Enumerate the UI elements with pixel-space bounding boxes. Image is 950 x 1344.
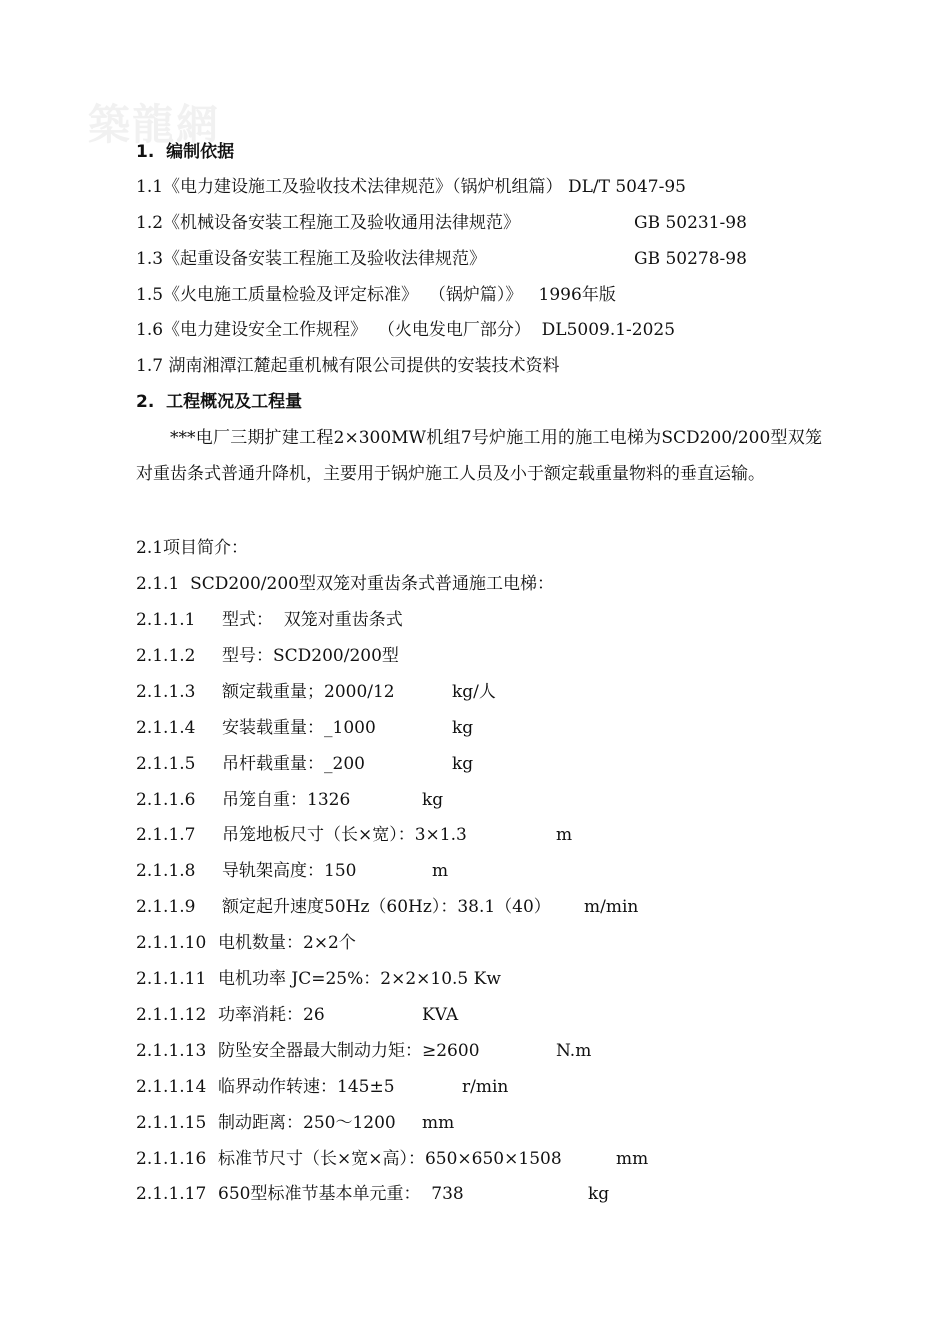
spec-unit: mm <box>422 1112 455 1133</box>
spec-number: 2.1.1.15 <box>136 1112 207 1133</box>
spec-number: 2.1.1.1 <box>136 610 196 630</box>
watermark-logo: 築龍網 <box>88 100 221 149</box>
spec-label: 吊杆载重量：_200 <box>222 753 365 774</box>
reference-code: GB 50231-98 <box>634 213 747 233</box>
spec-unit: mm <box>616 1148 649 1169</box>
reference-item: 1.6《电力建设安全工作规程》 （火电发电厂部分） DL5009.1-2025 <box>136 320 676 340</box>
spec-label: 型号：SCD200/200型 <box>222 645 399 666</box>
spec-label: 电机功率 JC=25%：2×2×10.5 Kw <box>218 969 501 989</box>
spec-number: 2.1.1.9 <box>136 897 196 918</box>
project-overview-paragraph: ***电厂三期扩建工程2×300MW机组7号炉施工用的施工电梯为SCD200/200型双笼对重齿条式普通升降机，主要用于锅炉施工人员及小于额定载重量物料的垂直运输。 <box>136 428 822 484</box>
spec-number: 2.1.1.13 <box>136 1040 207 1061</box>
spec-number: 2.1.1.2 <box>136 645 196 666</box>
spec-label: 电机数量：2×2个 <box>218 933 356 954</box>
spec-label: 临界动作转速：145±5 <box>218 1076 395 1097</box>
spec-label: 额定起升速度50Hz（60Hz）：38.1（40） <box>222 897 551 918</box>
reference-code: GB 50278-98 <box>634 249 747 269</box>
spec-label: 导轨架高度：150 <box>222 861 357 882</box>
spec-number: 2.1.1.16 <box>136 1148 207 1169</box>
spec-label: 防坠安全器最大制动力矩：≥2600 <box>218 1040 480 1061</box>
spec-unit: m/min <box>584 897 639 918</box>
spec-number: 2.1.1.3 <box>136 681 196 702</box>
reference-item: 1.5《火电施工质量检验及评定标准》 （锅炉篇）》 1996年版 <box>136 285 616 305</box>
section-1-heading: 1. 编制依据 <box>136 142 235 162</box>
spec-number: 2.1.1.11 <box>136 969 207 989</box>
spec-label: 标准节尺寸（长×宽×高）：650×650×1508 <box>218 1148 562 1169</box>
spec-number: 2.1.1.4 <box>136 717 196 738</box>
subsubsection-title: 2.1.1 SCD200/200型双笼对重齿条式普通施工电梯： <box>136 574 554 594</box>
reference-item: 1.1《电力建设施工及验收技术法律规范》（锅炉机组篇） DL/T 5047-95 <box>136 177 686 197</box>
spec-number: 2.1.1.8 <box>136 861 196 882</box>
spec-label: 安装载重量：_1000 <box>222 717 376 738</box>
spec-number: 2.1.1.7 <box>136 825 196 846</box>
section-2-heading: 2. 工程概况及工程量 <box>136 392 303 412</box>
reference-title: 1.3《起重设备安装工程施工及验收法律规范》 <box>136 249 487 269</box>
reference-item <box>136 247 747 271</box>
spec-unit: r/min <box>462 1076 509 1097</box>
spec-label: 型式： 双笼对重齿条式 <box>222 610 403 630</box>
reference-item <box>136 211 747 235</box>
spec-unit: kg <box>588 1184 610 1205</box>
reference-title: 1.2《机械设备安装工程施工及验收通用法律规范》 <box>136 213 521 233</box>
subsection-title: 2.1项目简介： <box>136 538 249 558</box>
spec-number: 2.1.1.6 <box>136 789 196 810</box>
spec-number: 2.1.1.14 <box>136 1076 207 1097</box>
spec-number: 2.1.1.10 <box>136 933 207 954</box>
spec-label: 吊笼地板尺寸（长×宽）：3×1.3 <box>222 825 467 846</box>
spec-unit: m <box>432 861 449 882</box>
spec-label: 吊笼自重：1326 <box>222 789 351 810</box>
spec-unit: kg <box>422 789 444 810</box>
spec-label: 650型标准节基本单元重： 738 <box>218 1184 464 1205</box>
spec-number: 2.1.1.17 <box>136 1184 207 1205</box>
spec-label: 制动距离：250～1200 <box>218 1112 396 1133</box>
spec-number: 2.1.1.5 <box>136 753 196 774</box>
spec-unit: kg/人 <box>452 681 496 702</box>
spec-number: 2.1.1.12 <box>136 1004 207 1025</box>
spec-unit: m <box>556 825 573 846</box>
spec-unit: kg <box>452 717 474 738</box>
spec-label: 额定载重量；2000/12 <box>222 681 395 702</box>
spec-label: 功率消耗：26 <box>218 1004 325 1025</box>
spec-unit: KVA <box>422 1004 459 1025</box>
spec-unit: kg <box>452 753 474 774</box>
reference-item: 1.7 湖南湘潭江麓起重机械有限公司提供的安装技术资料 <box>136 356 560 376</box>
spec-unit: N.m <box>556 1040 592 1061</box>
